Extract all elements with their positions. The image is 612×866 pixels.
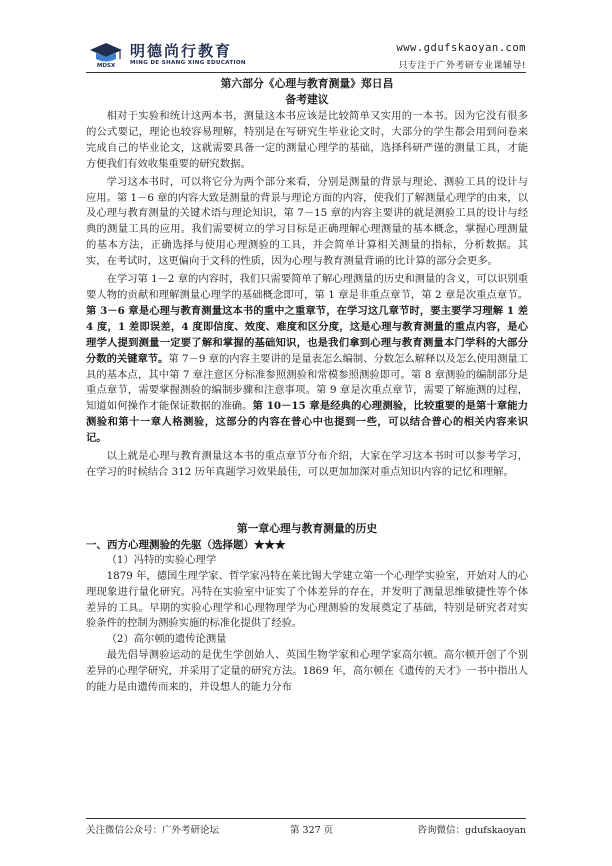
paragraph-summary: 以上就是心理与教育测量这本书的重点章节分布介绍，大家在学习这本书时可以参考学习，在学习的时候结合 312 历年真题学习效果最佳，可以更加加深对重点知识内容的记忆和理解。	[86, 450, 528, 478]
part-title: 第六部分《心理与教育测量》郑日昌	[220, 77, 394, 90]
brand-name: 明德尚行教育	[130, 42, 233, 60]
footer-wechat-account: 关注微信公众号：广外考研论坛	[86, 825, 220, 836]
paragraph-chapters	[86, 272, 528, 447]
paragraph-galton: 最先倡导测验运动的是优生学创始人、英国生物学家和心理学家高尔顿。高尔顿开创了个别差异的心理学研究，并采用了定量的研究方法。1869 年，高尔顿在《遗传的天才》一书中指出人的能力是由遗传而来的，并设想人的能力分布	[86, 649, 528, 694]
chapter-title: 第一章心理与教育测量的历史	[236, 521, 378, 535]
subsection-galton: （2）高尔顿的遗传论测量	[106, 633, 227, 646]
page-number: 第 327 页	[290, 825, 334, 836]
subsection-wundt: （1）冯特的实验心理学	[106, 553, 217, 566]
page-footer	[86, 822, 526, 836]
footer-contact: 咨询微信：gdufskaoyan	[417, 825, 526, 836]
paragraph-chapters-key-1: 第 3－6 章是心理与教育测量这本书的重中之重章节，在学习这几章节时，要主要学习理解 1 差 4 度，1 差即误差，4 度即信度、效度、难度和区分度，这是心理与教育测量的重点内容，是心理学人提到测量一定要了解和掌握的基础知识，也是我们拿到心理与教育测量本门学科的大部分分数的关键章节。	[86, 304, 528, 365]
section-title: 一、西方心理测验的先驱（选择题）★★★	[86, 538, 286, 551]
brand-name-english: MING DE SHANG XING EDUCATION	[130, 60, 246, 66]
website-url[interactable]: www.gdufskaoyan.com	[396, 42, 526, 54]
paragraph-chapters-2: 第 7－9 章的内容主要讲的是量表怎么编制、分数怎么解释以及怎么使用测量工具的基本点，其中第 7 章注意区分标准参照测验和常模参照测验即可。第 8 章测验的编制部分是重点章节，需要掌握测验的编制步骤和注意事项。第 9 章是次重点章节，需要了解施测的过程，知道如何操作才能保证数据的准确。	[86, 352, 529, 413]
section-heading: 备考建议	[285, 93, 329, 106]
paragraph-wundt: 1879 年，德国生理学家、哲学家冯特在莱比锡大学建立第一个心理学实验室，开始对人的心理现象进行量化研究。冯特在实验室中证实了个体差异的存在，并发明了测量思维敏捷性等个体差异的工具。早期的实验心理学和心理物理学为心理测验的发展奠定了基础，特别是研究者对实验条件的控制为测验实施的标准化提供了经验。	[86, 569, 528, 630]
logo-icon	[86, 40, 126, 68]
paragraph-chapters-1: 在学习第 1－2 章的内容时，我们只需要简单了解心理测量的历史和测量的含义，可以识别重要人物的贡献和理解测量心理学的基础概念即可，第 1 章是非重点章节，第 2 章是次重点章节。	[86, 273, 528, 301]
paragraph-intro: 相对于实验和统计这两本书，测量这本书应该是比较简单又实用的一本书。因为它没有很多的公式要记，理论也较容易理解，特别是在写研究生毕业论文时，大部分的学生都会用到问卷来完成自己的毕业论文，这就需要具备一定的测量心理学的基础，选择科研严谨的测量工具，才能方便我们有效收集重要的研究数据。	[86, 110, 528, 170]
footer-divider	[86, 818, 526, 819]
paragraph-structure: 学习这本书时，可以将它分为两个部分来看，分别是测量的背景与理论、测验工具的设计与应用。第 1－6 章的内容大致是测量的背景与理论方面的内容，使我们了解测量心理学的由来，以及心理与教育测量的关键术语与理论知识，第 7－15 章的内容主要讲的就是测验工具的设计与经典的测量工具的应用。我们需要树立的学习目标是正确理解心理测量的基本概念，掌握心理测量的基本方法，正确选择与使用心理测验的工具，并会简单计算相关测量的指标，分析数据。其实，在考试时，这更偏向于文科的性质，因为心理与教育测量背诵的比计算的部分会更多。	[86, 175, 528, 268]
header-divider	[86, 72, 526, 73]
header-slogan: 只专注于广外考研专业课辅导!	[398, 61, 526, 71]
logo-text: MDSX	[96, 63, 116, 68]
page-content	[86, 76, 528, 696]
paragraph-chapters-key-2: 第 10－15 章是经典的心理测验，比较重要的是第十章能力测验和第十一章人格测验，这部分的内容在普心中也提到一些，可以结合普心的相关内容来识记。	[86, 400, 529, 445]
page-header	[86, 36, 526, 72]
